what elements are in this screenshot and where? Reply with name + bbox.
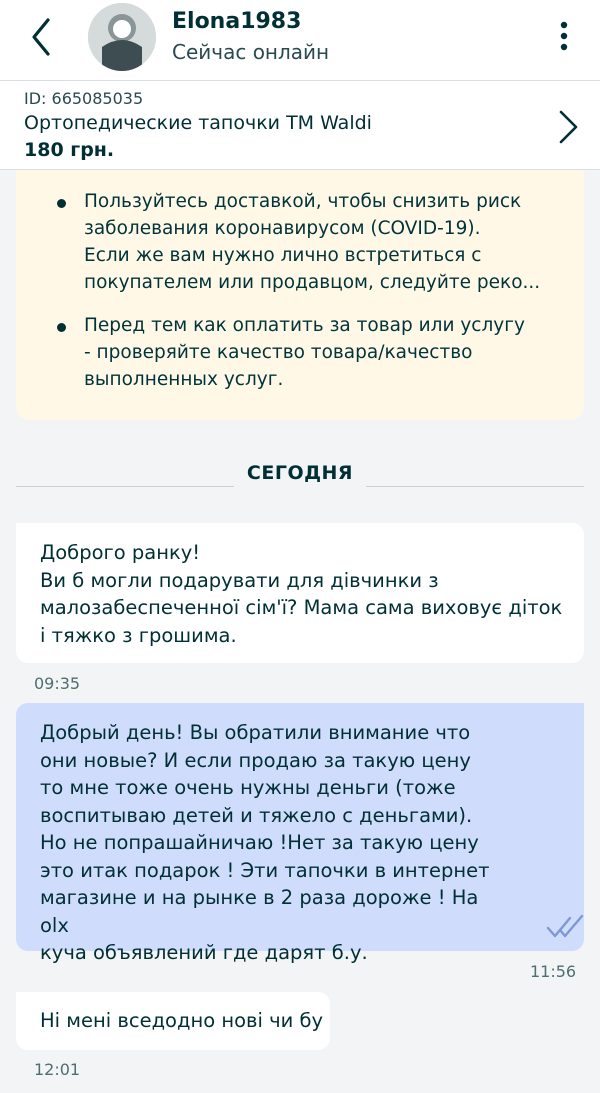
message-line: они новые? И если продаю за такую цену <box>40 748 471 772</box>
safety-tip <box>84 312 564 393</box>
more-options-button[interactable] <box>551 16 577 56</box>
message-time: 11:56 <box>530 962 577 981</box>
message-line: магазине и на рынке в 2 раза дороже ! На olx <box>40 886 479 937</box>
tip-line: Пользуйтесь доставкой, чтобы снизить риск <box>84 191 522 212</box>
avatar[interactable] <box>88 3 156 71</box>
message-line: это итак подарок ! Эти тапочки в интернет <box>40 858 490 882</box>
safety-tip <box>84 188 564 296</box>
tip-line: Если же вам нужно лично встретиться с <box>84 245 482 266</box>
message-text <box>40 539 570 649</box>
incoming-message[interactable] <box>16 523 584 663</box>
day-divider <box>16 460 584 490</box>
chat-header <box>0 0 600 81</box>
divider-line <box>366 486 584 487</box>
chevron-right-icon <box>552 107 582 147</box>
message-text <box>40 719 510 967</box>
double-check-icon <box>546 912 586 940</box>
message-line: і тяжко з грошима. <box>40 623 237 647</box>
user-placeholder-icon <box>88 3 156 71</box>
tip-line: выполненных услуг. <box>84 369 284 390</box>
open-listing-button[interactable] <box>552 107 582 147</box>
listing-price: 180 грн. <box>24 139 115 161</box>
back-button[interactable] <box>24 14 64 60</box>
message-text <box>40 1007 323 1035</box>
tip-line: заболевания коронавирусом (COVID-19). <box>84 218 481 239</box>
message-line: куча объявлений где дарят б.у. <box>40 941 368 964</box>
message-time: 09:35 <box>34 674 81 693</box>
outgoing-message[interactable] <box>16 703 584 964</box>
message-time: 12:01 <box>34 1060 81 1079</box>
message-line: Но не попрашайничаю !Нет за такую цену <box>40 831 479 854</box>
message-line: то мне тоже очень нужны деньги (тоже <box>40 776 456 799</box>
safety-notice <box>16 170 584 420</box>
tip-line: - проверяйте качество товара/качество <box>84 342 473 363</box>
message-line: Добрый день! Вы обратили внимание что <box>40 721 471 744</box>
contact-username[interactable]: Elona1983 <box>172 9 302 34</box>
message-line: малозабеспеченної сім'ї? Мама сама виховує діток <box>40 596 563 619</box>
online-status: Сейчас онлайн <box>172 40 330 64</box>
message-line: Ні мені вседодно нові чи бу <box>40 1009 324 1032</box>
divider-line <box>16 486 234 487</box>
listing-title: Ортопедические тапочки ТМ Waldi <box>24 112 372 134</box>
day-label: СЕГОДНЯ <box>246 462 354 484</box>
kebab-menu-icon <box>551 16 577 56</box>
message-line: Ви б могли подарувати для дівчинки з <box>40 568 439 592</box>
chevron-left-icon <box>24 14 64 60</box>
listing-summary[interactable] <box>0 81 600 170</box>
incoming-message[interactable] <box>16 992 330 1050</box>
message-line: Доброго ранку! <box>40 541 201 564</box>
tip-line: покупателем или продавцом, следуйте реко... <box>84 272 541 293</box>
message-line: воспитываю детей и тяжело с деньгами). <box>40 803 473 827</box>
listing-id: ID: 665085035 <box>24 89 144 108</box>
tip-line: Перед тем как оплатить за товар или услугу <box>84 315 525 336</box>
